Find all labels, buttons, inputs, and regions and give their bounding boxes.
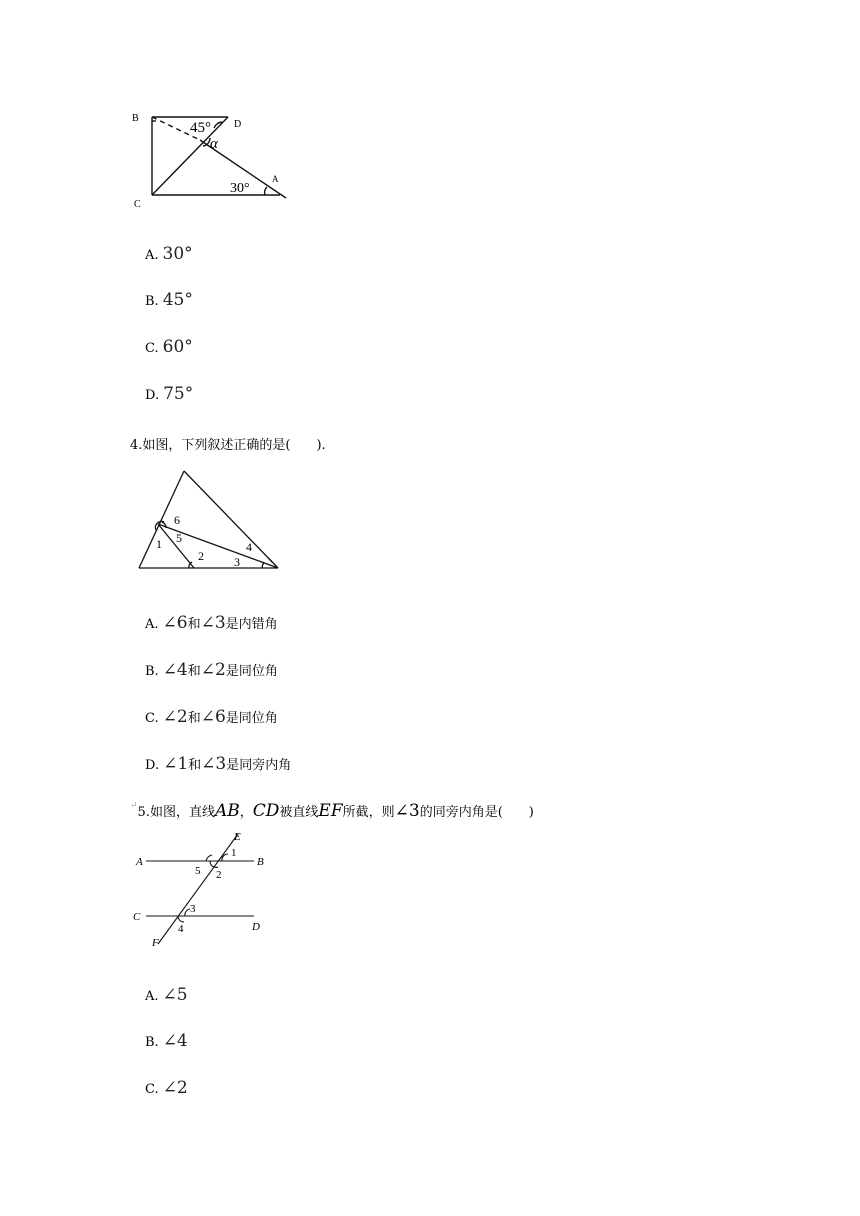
option-angle-2: ∠6 [200,707,226,727]
option-value: 60° [162,337,193,357]
option-angle-2: ∠2 [200,660,226,680]
option-letter: A. [145,617,159,632]
q5-option-b[interactable] [145,1031,188,1051]
q4-label-2: 2 [198,549,204,563]
option-value: 75° [163,384,194,404]
option-angle-1: ∠2 [162,707,188,727]
q5-label-5: 5 [195,865,201,877]
option-angle-1: ∠4 [162,660,188,680]
q5-label-2: 2 [216,869,222,881]
q5-label-d: D [252,921,260,933]
q4-figure [134,466,284,576]
option-letter: B. [145,1035,159,1050]
option-value: ∠4 [162,1031,188,1051]
q5-label-e: E [234,831,241,843]
option-connector: 和 [187,617,201,632]
q5-line-cd: CD [252,801,280,821]
option-value: 30° [162,244,193,264]
option-letter: D. [145,388,160,403]
q3-label-30: 30° [230,181,250,196]
option-angle-2: ∠3 [201,754,227,774]
q5-option-c[interactable] [145,1078,188,1098]
q4-label-5: 5 [176,531,182,545]
option-value: ∠2 [162,1078,188,1098]
option-tail: 是同位角 [225,664,278,679]
q4-option-c[interactable] [145,707,278,727]
q5-label-c: C [133,911,141,923]
q5-label-a: A [136,856,143,868]
option-letter: B. [145,664,159,679]
option-letter: C. [145,711,159,726]
option-connector: 和 [188,758,202,773]
q5-stem-prefix: 5.如图，直线 [137,805,215,820]
q5-label-f: F [152,937,159,949]
option-letter: C. [145,1082,159,1097]
option-tail: 是同旁内角 [226,758,292,773]
q4-option-a[interactable] [145,613,278,633]
option-connector: 和 [187,711,201,726]
option-tail: 是同位角 [225,711,278,726]
q3-option-a[interactable] [145,244,193,264]
q3-label-45: 45° [190,120,211,136]
q3-option-c[interactable] [145,337,193,357]
q5-stem-mid2: 所截，则 [342,805,395,820]
option-tail: 是内错角 [225,617,278,632]
q3-option-b[interactable] [145,290,193,310]
option-letter: D. [145,758,160,773]
q4-option-b[interactable] [145,660,278,680]
option-letter: B. [145,294,159,309]
option-letter: A. [145,989,159,1004]
q4-label-6: 6 [174,513,180,527]
q5-comma: ， [239,805,253,820]
q4-label-3: 3 [234,555,240,569]
q5-label-3: 3 [190,903,196,915]
option-angle-1: ∠1 [163,754,189,774]
q5-figure [128,828,278,950]
q5-label-4: 4 [178,923,184,935]
q4-stem: 4.如图，下列叙述正确的是( ). [130,438,326,453]
q5-line-ab: AB [214,801,240,821]
q3-label-alpha: α [210,136,218,152]
option-angle-2: ∠3 [200,613,226,633]
option-connector: 和 [187,664,201,679]
q4-option-d[interactable] [145,754,291,774]
q4-label-4: 4 [246,540,252,554]
q5-stem-suffix: 的同旁内角是( ) [419,805,534,820]
q3-label-a: A [272,174,279,184]
q5-stem-mid: 被直线 [279,805,319,820]
q3-label-c: C [134,199,141,208]
q3-label-b: B [132,113,139,124]
q3-option-d[interactable] [145,384,193,404]
q4-label-1: 1 [156,537,162,551]
option-letter: A. [145,248,159,263]
q5-option-a[interactable] [145,985,188,1005]
q5-label-b: B [257,856,264,868]
q5-line-ef: EF [318,801,343,821]
paragraph-marker-icon: ↵ [130,801,138,811]
q3-figure [128,108,293,208]
q5-stem [130,801,534,821]
q5-label-1: 1 [231,847,237,859]
option-angle-1: ∠6 [162,613,188,633]
option-value: ∠5 [162,985,188,1005]
q5-angle: ∠3 [394,801,420,821]
option-value: 45° [162,290,193,310]
q3-label-d: D [234,119,242,130]
option-letter: C. [145,341,159,356]
